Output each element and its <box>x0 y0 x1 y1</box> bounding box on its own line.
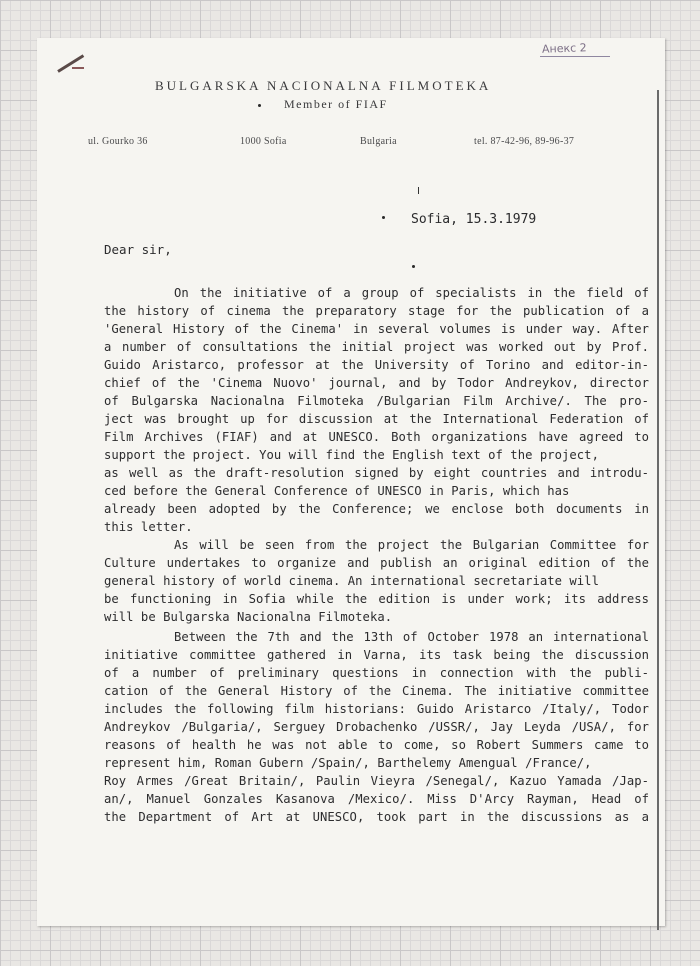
letterhead-title: BULGARSKA NACIONALNA FILMOTEKA <box>155 78 492 93</box>
body-line: as well as the draft-resolution signed by eight countries and introdu- <box>104 466 649 480</box>
body-line: cation of the General History of the Cinema. The initiative committee <box>104 684 649 698</box>
body-line: will be Bulgarska Nacionalna Filmoteka. <box>104 610 393 624</box>
body-line: ced before the General Conference of UNESCO in Paris, which has <box>104 484 570 498</box>
salutation: Dear sir, <box>104 242 172 257</box>
body-line: Guido Aristarco, professor at the University of Torino and editor-in- <box>104 358 649 372</box>
body-line: the Department of Art at UNESCO, took part in the discussions as a <box>104 810 649 824</box>
body-line: this letter. <box>104 520 193 534</box>
body-line: ject was brought up for discussion at the International Federation of <box>104 412 649 426</box>
letterhead-bullet <box>258 104 261 107</box>
body-line: an/, Manuel Gonzales Kasanova /Mexico/. Miss D'Arcy Rayman, Head of <box>104 792 649 806</box>
body-line: general history of world cinema. An international secretariate will <box>104 574 599 588</box>
body-line: be functioning in Sofia while the edition is under work; its address <box>104 592 649 606</box>
body-line: represent him, Roman Gubern /Spain/, Barthelemy Amengual /France/, <box>104 756 592 770</box>
body-line: Between the 7th and the 13th of October 1978 an international <box>174 630 649 644</box>
letter-date: Sofia, 15.3.1979 <box>411 212 537 227</box>
typing-mark <box>418 187 419 194</box>
body-line: a number of consultations the initial project was worked out by Prof. <box>104 340 649 354</box>
body-line: of a number of preliminary questions in connection with the publi- <box>104 666 649 680</box>
address-street: ul. Gourko 36 <box>88 136 148 147</box>
body-line: reasons of health he was not able to come, so Robert Summers came to <box>104 738 649 752</box>
body-line: On the initiative of a group of specialists in the field of <box>174 286 649 300</box>
sheet-edge-shadow <box>657 90 659 930</box>
body-line: chief of the 'Cinema Nuovo' journal, and by Todor Andreykov, director <box>104 376 649 390</box>
body-line: the history of cinema the preparatory stage for the publication of a <box>104 304 649 318</box>
address-country: Bulgaria <box>360 136 397 147</box>
address-phone: tel. 87-42-96, 89-96-37 <box>474 136 575 147</box>
body-line: Andreykov /Bulgaria/, Serguey Drobachenko /USSR/, Jay Leyda /USA/, for <box>104 720 649 734</box>
body-line: already been adopted by the Conference; we enclose both documents in <box>104 502 649 516</box>
body-line: Film Archives (FIAF) and at UNESCO. Both organizations have agreed to <box>104 430 649 444</box>
date-bullet <box>382 216 385 219</box>
body-line: Roy Armes /Great Britain/, Paulin Vieyra /Senegal/, Kazuo Yamada /Jap- <box>104 774 649 788</box>
stray-dot <box>412 265 415 268</box>
body-line: includes the following film historians: Guido Aristarco /Italy/, Todor <box>104 702 649 716</box>
letterhead-subtitle: Member of FIAF <box>284 97 388 111</box>
body-line: support the project. You will find the English text of the project, <box>104 448 599 462</box>
body-line: 'General History of the Cinema' in several volumes is under way. After <box>104 322 649 336</box>
handwritten-annotation: Анекс 2 <box>541 41 587 56</box>
pen-mark-red <box>72 67 84 69</box>
body-line: As will be seen from the project the Bulgarian Committee for <box>174 538 649 552</box>
body-line: Culture undertakes to organize and publish an original edition of the <box>104 556 649 570</box>
body-line: initiative committee gathered in Varna, its task being the discussion <box>104 648 649 662</box>
annotation-underline <box>540 56 610 57</box>
address-city: 1000 Sofia <box>240 136 287 147</box>
body-line: of Bulgarska Nacionalna Filmoteka /Bulgarian Film Archive/. The pro- <box>104 394 649 408</box>
